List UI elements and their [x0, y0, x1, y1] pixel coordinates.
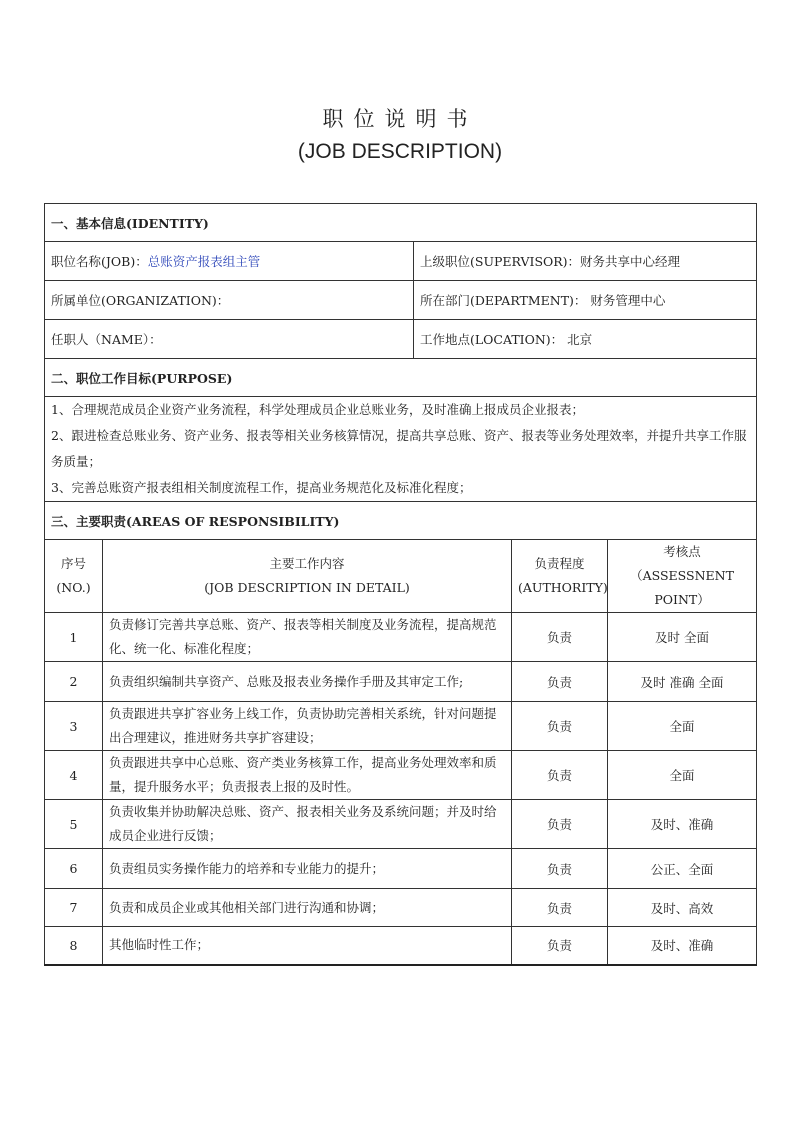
table-row: 1 负责修订完善共享总账、资产、报表等相关制度及业务流程，提高规范化、统一化、标准化程度； 负责 及时 全面 — [45, 613, 757, 662]
job-title-cell — [45, 242, 414, 281]
employee-name-cell: 任职人（NAME）： — [45, 320, 414, 359]
table-row: 4 负责跟进共享中心总账、资产类业务核算工作，提高业务处理效率和质量，提升服务水平；负责报表上报的及时性。 负责 全面 — [45, 751, 757, 800]
location-cell: 工作地点(LOCATION)： 北京 — [414, 320, 757, 359]
page-subtitle: (JOB DESCRIPTION) — [297, 140, 503, 163]
job-description-table — [44, 203, 757, 966]
responsibility-section-header: 三、主要职责(AREAS OF RESPONSIBILITY) — [45, 502, 757, 540]
identity-section-header: 一、基本信息(IDENTITY) — [45, 204, 757, 242]
responsibility-header-row — [45, 540, 757, 613]
column-header-authority: 负责程度 (AUTHORITY) — [512, 540, 608, 613]
column-header-content: 主要工作内容 (JOB DESCRIPTION IN DETAIL) — [103, 540, 512, 613]
department-cell: 所在部门(DEPARTMENT)： 财务管理中心 — [414, 281, 757, 320]
table-row: 3 负责跟进共享扩容业务上线工作，负责协助完善相关系统，针对问题提出合理建议，推进财务共享扩容建设； 负责 全面 — [45, 702, 757, 751]
purpose-content — [45, 397, 757, 502]
purpose-section-header: 二、职位工作目标(PURPOSE) — [45, 359, 757, 397]
purpose-item: 2、跟进检查总账业务、资产业务、报表等相关业务核算情况，提高共享总账、资产、报表等业务处理效率，并提升共享工作服务质量； — [51, 428, 747, 469]
table-row: 5 负责收集并协助解决总账、资产、报表相关业务及系统问题；并及时给成员企业进行反馈； 负责 及时、准确 — [45, 800, 757, 849]
page-title: 职位说明书 — [322, 107, 478, 131]
table-row: 8 其他临时性工作； 负责 及时、准确 — [45, 927, 757, 965]
supervisor-cell: 上级职位(SUPERVISOR)：财务共享中心经理 — [414, 242, 757, 281]
column-header-no: 序号 (NO.) — [45, 540, 103, 613]
column-header-point: 考核点 （ASSESSNENT POINT） — [608, 540, 757, 613]
table-row: 7 负责和成员企业或其他相关部门进行沟通和协调； 负责 及时、高效 — [45, 889, 757, 927]
purpose-item: 3、完善总账资产报表组相关制度流程工作，提高业务规范化及标准化程度； — [51, 480, 472, 495]
job-title-label: 职位名称(JOB)： — [51, 254, 148, 269]
table-row: 2 负责组织编制共享资产、总账及报表业务操作手册及其审定工作; 负责 及时 准确 全面 — [45, 662, 757, 702]
job-title-value: 总账资产报表组主管 — [147, 254, 261, 269]
purpose-item: 1、合理规范成员企业资产业务流程，科学处理成员企业总账业务，及时准确上报成员企业报表； — [51, 402, 584, 417]
table-row: 6 负责组员实务操作能力的培养和专业能力的提升； 负责 公正、全面 — [45, 849, 757, 889]
organization-cell: 所属单位(ORGANIZATION)： — [45, 281, 414, 320]
